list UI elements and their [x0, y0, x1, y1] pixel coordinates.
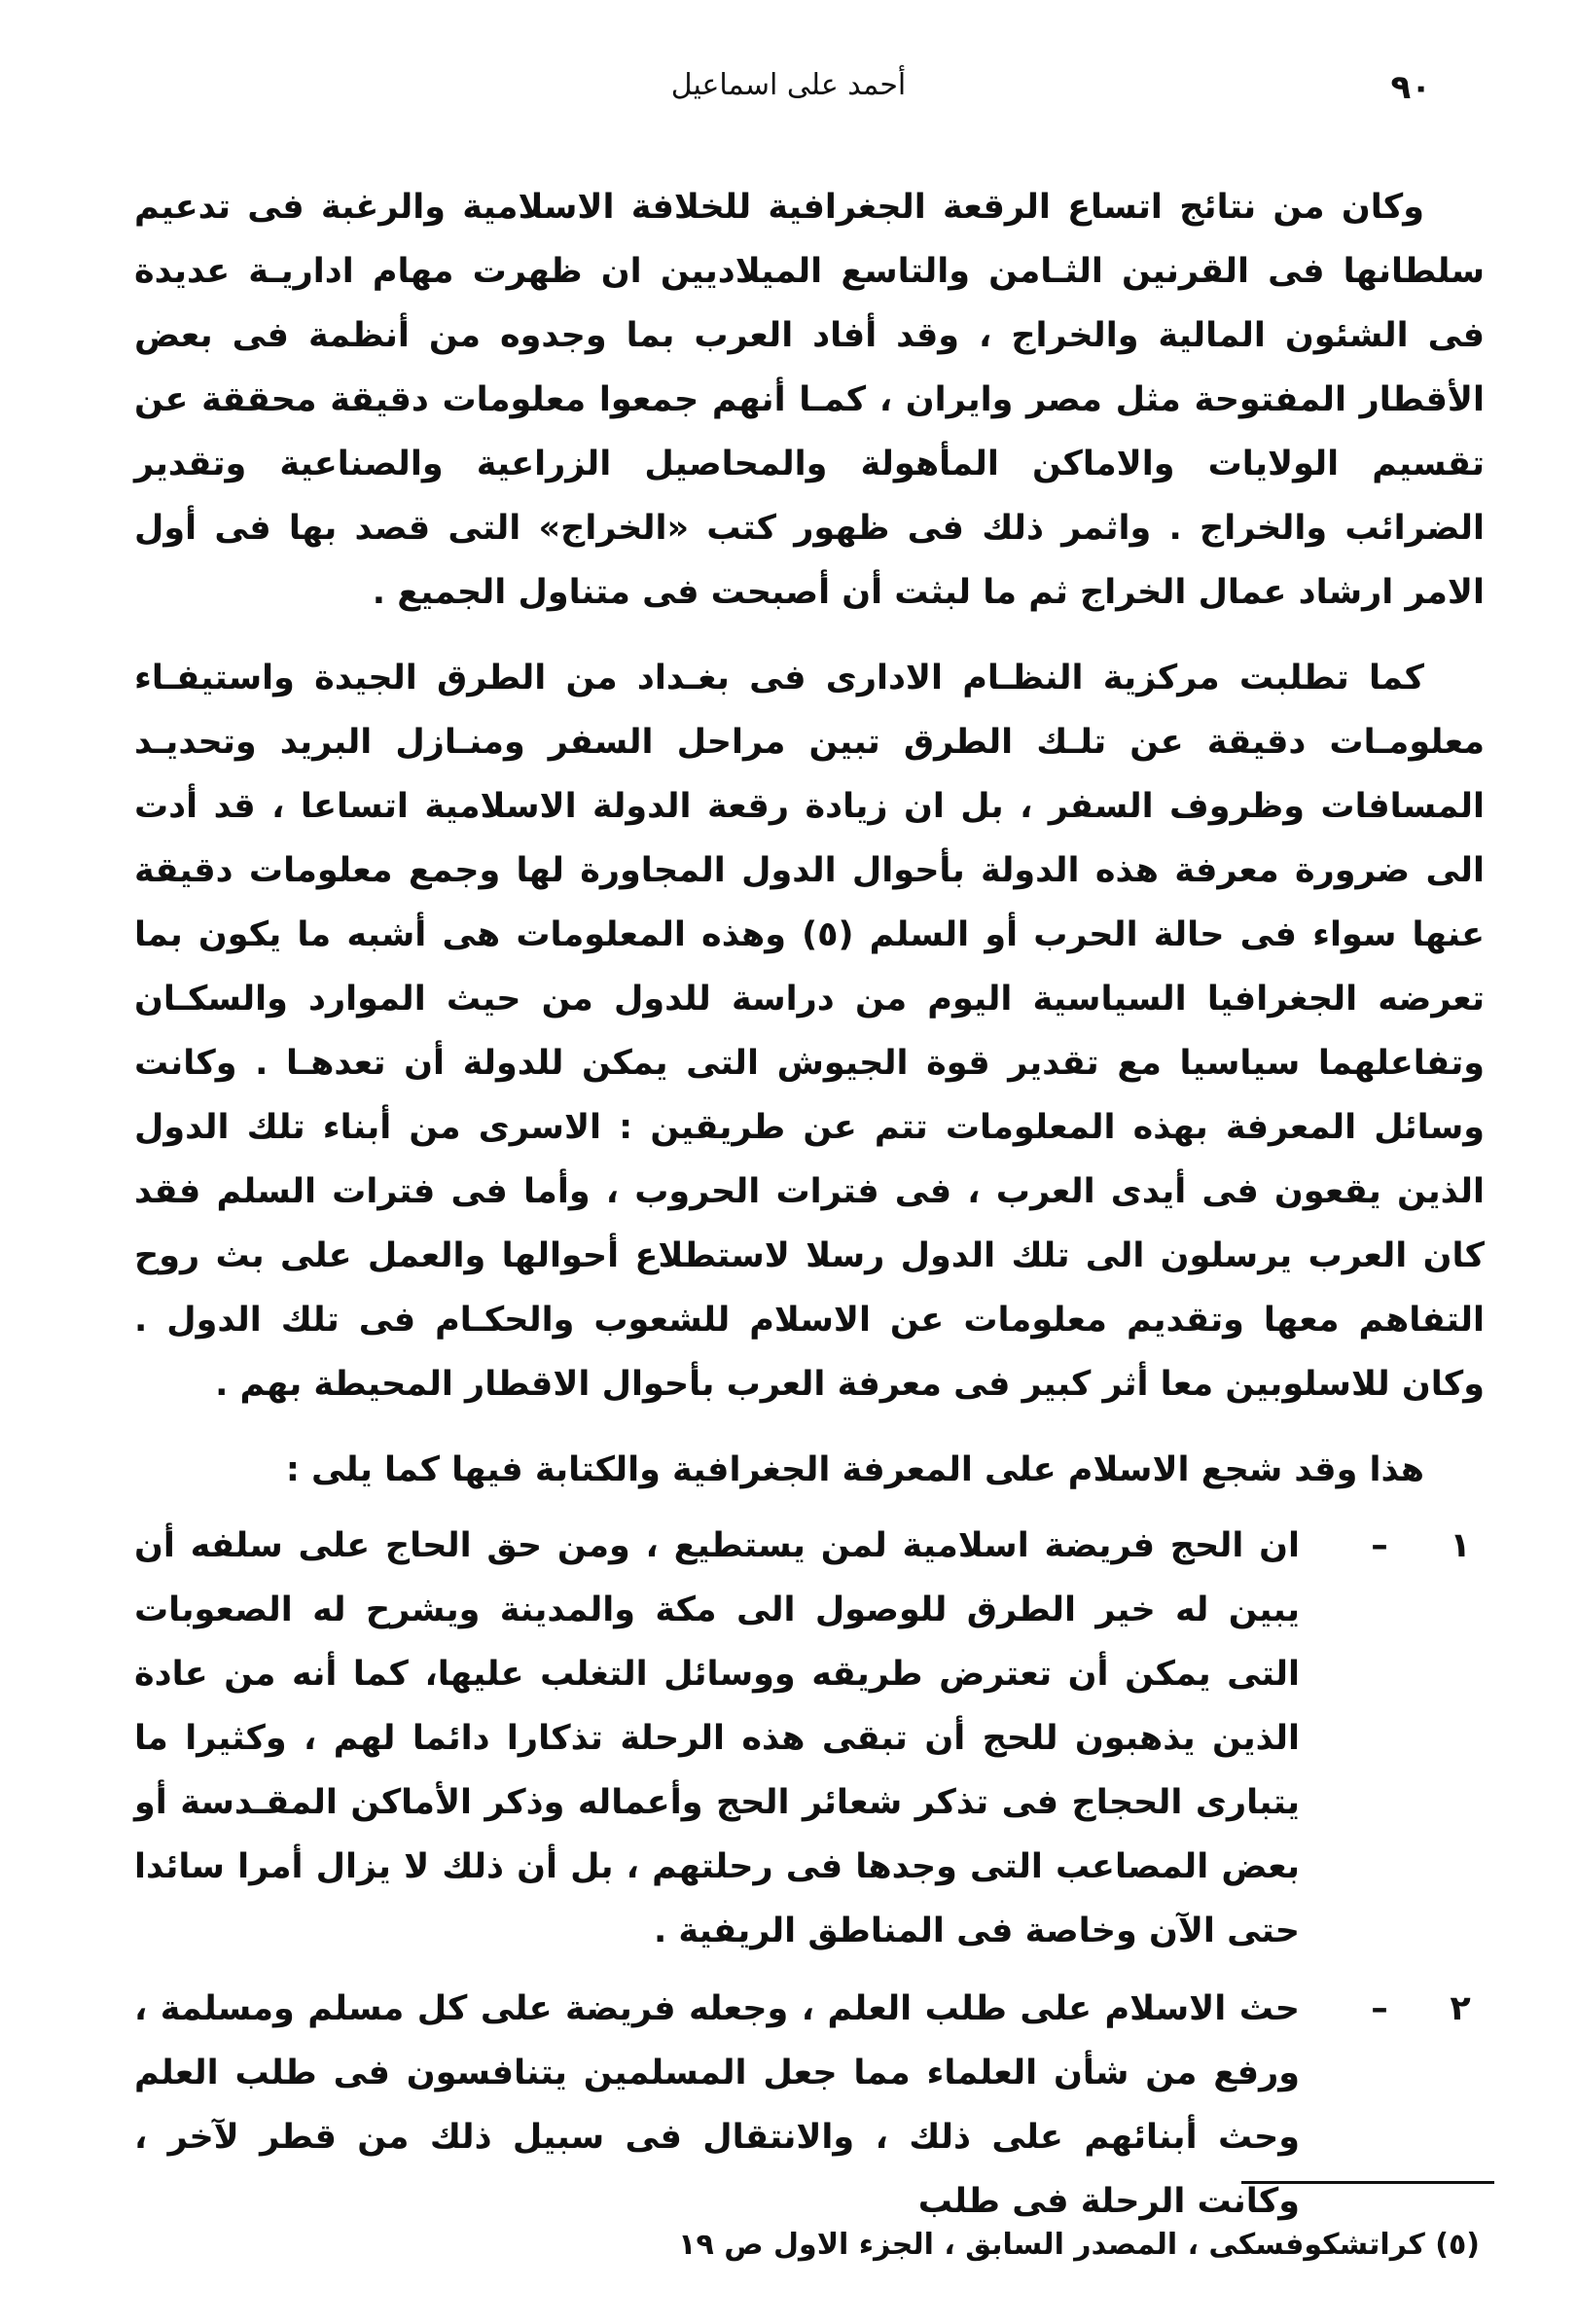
running-header	[146, 68, 1431, 117]
body-text	[134, 175, 1485, 2247]
footnote: (٥) كراتشكوفسكى ، المصدر السابق ، الجزء الاول ص ١٩	[678, 2228, 1480, 2262]
page-number: ٩٠	[1390, 68, 1431, 107]
list-item	[134, 1977, 1485, 2234]
list-item-number: ٢	[1450, 1989, 1471, 2028]
paragraph-2: كما تطلبت مركزية النظـام الادارى فى بغـداد من الطرق الجيدة واستيفـاء معلومـات دقيقة عن تلـك الطرق تبين مراحل السفر ومنـازل البريد وتحديـد المسافات وظروف السفر ، بل ان زيادة رقعة الدولة الاسلامية اتساعا ، قد أدت الى ضرورة معرفة هذه الدولة بأحوال الدول المجاورة لها وجمع معلومات دقيقة عنها سواء فى حالة الحرب أو السلم (٥) وهذه المعلومات هى أشبه ما يكون بما تعرضه الجغرافيا السياسية اليوم من دراسة للدول من حيث الموارد والسكـان وتفاعلهما سياسيا مع تقدير قوة الجيوش التى يمكن للدولة أن تعدهـا . وكانت وسائل المعرفة بهذه المعلومات تتم عن طريقين : الاسرى من أبناء تلك الدول الذين يقعون فى أيدى العرب ، فى فترات الحروب ، وأما فى فترات السلم فقد كان العرب يرسلون الى تلك الدول رسلا لاستطلاع أحوالها والعمل على بث روح التفاهم معها وتقديم معلومات عن الاسلام للشعوب والحكـام فى تلك الدول . وكان للاسلوبين معا أثر كبير فى معرفة العرب بأحوال الاقطار المحيطة بهم .	[134, 659, 1485, 1404]
paragraph-1: وكان من نتائج اتساع الرقعة الجغرافية للخلافة الاسلامية والرغبة فى تدعيم سلطانها فى القرنين الثـامن والتاسع الميلاديين ان ظهرت مهام اداريـة عديدة فى الشئون المالية والخراج ، وقد أفاد العرب بما وجدوه من أنظمة فى بعض الأقطار المفتوحة مثل مصر وايران ، كمـا أنهم جمعوا معلومات دقيقة محققة عن تقسيم الولايات والاماكن المأهولة والمحاصيل الزراعية والصناعية وتقدير الضرائب والخراج . واثمر ذلك فى ظهور كتب «الخراج» التى قصد بها فى أول الامر ارشاد عمال الخراج ثم ما لبثت أن أصبحت فى متناول الجميع .	[134, 188, 1485, 612]
list-item-number: ١	[1450, 1526, 1471, 1565]
list-item	[134, 1514, 1485, 1963]
list-item-dash: –	[1371, 1989, 1388, 2028]
footnote-divider	[1241, 2181, 1494, 2184]
list-item-text: حث الاسلام على طلب العلم ، وجعله فريضة على كل مسلم ومسلمة ، ورفع من شأن العلماء مما جعل المسلمين يتنافسون فى طلب العلم وحث أبنائهم على ذلك ، والانتقال فى سبيل ذلك من قطر لآخر ، وكانت الرحلة فى طلب	[134, 1989, 1300, 2221]
list-intro: هذا وقد شجع الاسلام على المعرفة الجغرافية والكتابة فيها كما يلى :	[285, 1450, 1424, 1489]
list-item-text: ان الحج فريضة اسلامية لمن يستطيع ، ومن حق الحاج على سلفه أن يبين له خير الطرق للوصول الى مكة والمدينة ويشرح له الصعوبات التى يمكن أن تعترض طريقه ووسائل التغلب عليها، كما أنه من عادة الذين يذهبون للحج أن تبقى هذه الرحلة تذكارا دائما لهم ، وكثيرا ما يتبارى الحجاج فى تذكر شعائر الحج وأعماله وذكر الأماكن المقـدسة أو بعض المصاعب التى وجدها فى رحلتهم ، بل أن ذلك لا يزال أمرا سائدا حتى الآن وخاصة فى المناطق الريفية .	[134, 1526, 1300, 1950]
list-item-dash: –	[1371, 1526, 1388, 1565]
running-title: أحمد على اسماعيل	[670, 68, 907, 102]
